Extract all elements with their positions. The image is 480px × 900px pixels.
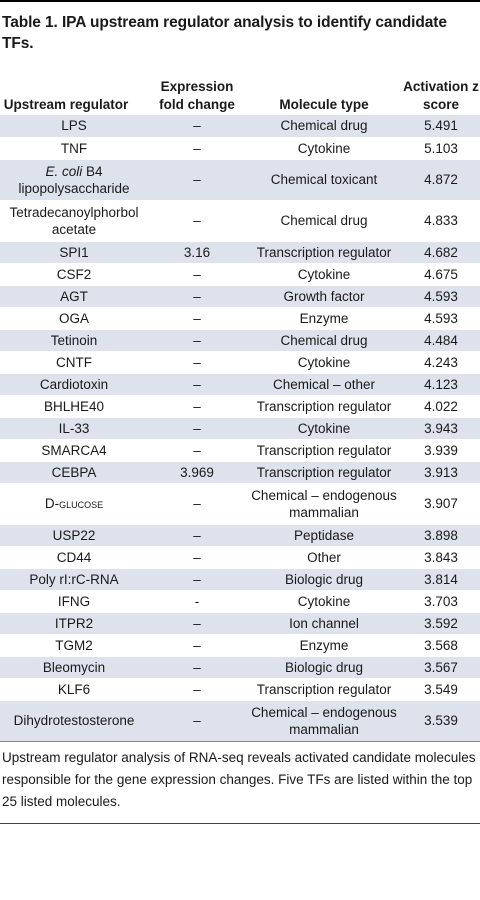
cell-z-score: 3.913 xyxy=(402,461,480,483)
cell-regulator: Bleomycin xyxy=(0,656,148,678)
cell-molecule-type: Other xyxy=(246,546,402,568)
cell-fold-change: – xyxy=(148,263,246,285)
cell-molecule-type: Biologic drug xyxy=(246,568,402,590)
cell-molecule-type: Transcription regulator xyxy=(246,395,402,417)
table-row xyxy=(0,241,480,263)
cell-z-score: 3.907 xyxy=(402,483,480,524)
table-row xyxy=(0,461,480,483)
table-title: Table 1. IPA upstream regulator analysis to identify candidate TFs. xyxy=(2,14,447,52)
cell-regulator: Poly rI:rC-RNA xyxy=(0,568,148,590)
cell-z-score: 4.123 xyxy=(402,373,480,395)
cell-z-score: 3.568 xyxy=(402,634,480,656)
cell-regulator: CSF2 xyxy=(0,263,148,285)
table-row xyxy=(0,115,480,137)
cell-z-score: 3.943 xyxy=(402,417,480,439)
header-activation-z-score: Activation z score xyxy=(403,79,479,112)
table-bottom-rule xyxy=(0,741,480,742)
cell-molecule-type: Chemical – endogenous mammalian xyxy=(246,700,402,741)
cell-fold-change: – xyxy=(148,285,246,307)
table-row xyxy=(0,373,480,395)
cell-molecule-type: Enzyme xyxy=(246,634,402,656)
cell-z-score: 3.592 xyxy=(402,612,480,634)
cell-molecule-type: Chemical toxicant xyxy=(246,159,402,200)
cell-molecule-type: Ion channel xyxy=(246,612,402,634)
cell-fold-change: – xyxy=(148,200,246,241)
table-row xyxy=(0,524,480,546)
cell-molecule-type: Biologic drug xyxy=(246,656,402,678)
cell-z-score: 4.675 xyxy=(402,263,480,285)
cell-regulator: E. coli B4 lipopolysaccharide xyxy=(0,159,148,200)
cell-fold-change: – xyxy=(148,546,246,568)
table-row xyxy=(0,329,480,351)
cell-fold-change: 3.16 xyxy=(148,241,246,263)
cell-z-score: 5.491 xyxy=(402,115,480,137)
cell-fold-change: - xyxy=(148,590,246,612)
cell-z-score: 4.682 xyxy=(402,241,480,263)
table-row xyxy=(0,285,480,307)
cell-regulator: BHLHE40 xyxy=(0,395,148,417)
cell-z-score: 3.539 xyxy=(402,700,480,741)
table-row xyxy=(0,439,480,461)
cell-regulator: LPS xyxy=(0,115,148,137)
regulator-table xyxy=(0,115,480,742)
table-row xyxy=(0,159,480,200)
cell-molecule-type: Transcription regulator xyxy=(246,678,402,700)
cell-z-score: 4.593 xyxy=(402,307,480,329)
cell-regulator: USP22 xyxy=(0,524,148,546)
cell-z-score: 4.022 xyxy=(402,395,480,417)
cell-z-score: 4.484 xyxy=(402,329,480,351)
cell-fold-change: – xyxy=(148,656,246,678)
table-row xyxy=(0,263,480,285)
cell-molecule-type: Cytokine xyxy=(246,417,402,439)
cell-z-score: 3.898 xyxy=(402,524,480,546)
header-upstream-regulator: Upstream regulator xyxy=(3,97,129,112)
cell-z-score: 3.703 xyxy=(402,590,480,612)
table-row xyxy=(0,678,480,700)
cell-regulator: CD44 xyxy=(0,546,148,568)
cell-z-score: 3.814 xyxy=(402,568,480,590)
cell-molecule-type: Transcription regulator xyxy=(246,461,402,483)
table-row xyxy=(0,656,480,678)
cell-fold-change: – xyxy=(148,524,246,546)
cell-fold-change: – xyxy=(148,439,246,461)
table-row xyxy=(0,395,480,417)
table-row xyxy=(0,612,480,634)
cell-regulator: Dihydrotestosterone xyxy=(0,700,148,741)
cell-regulator: TNF xyxy=(0,137,148,159)
table-row xyxy=(0,200,480,241)
cell-molecule-type: Chemical – other xyxy=(246,373,402,395)
table-row xyxy=(0,634,480,656)
cell-fold-change: – xyxy=(148,159,246,200)
cell-regulator: OGA xyxy=(0,307,148,329)
table-row xyxy=(0,417,480,439)
cell-fold-change: – xyxy=(148,351,246,373)
table-row xyxy=(0,568,480,590)
cell-regulator: CNTF xyxy=(0,351,148,373)
table-row xyxy=(0,700,480,741)
cell-fold-change: – xyxy=(148,612,246,634)
cell-regulator: IL-33 xyxy=(0,417,148,439)
cell-regulator: Tetradecanoylphorbol acetate xyxy=(0,200,148,241)
cell-z-score: 4.872 xyxy=(402,159,480,200)
table-row xyxy=(0,483,480,524)
cell-regulator: TGM2 xyxy=(0,634,148,656)
regulator-name-prefix: E. coli xyxy=(45,163,83,179)
cell-regulator: D-glucose xyxy=(0,483,148,524)
cell-fold-change: – xyxy=(148,634,246,656)
cell-fold-change: – xyxy=(148,417,246,439)
cell-z-score: 4.243 xyxy=(402,351,480,373)
cell-z-score: 4.593 xyxy=(402,285,480,307)
table-header xyxy=(0,74,480,116)
cell-regulator: Cardiotoxin xyxy=(0,373,148,395)
table-row xyxy=(0,137,480,159)
cell-molecule-type: Cytokine xyxy=(246,590,402,612)
header-molecule-type: Molecule type xyxy=(279,97,369,112)
cell-fold-change: 3.969 xyxy=(148,461,246,483)
cell-fold-change: – xyxy=(148,137,246,159)
cell-z-score: 5.103 xyxy=(402,137,480,159)
cell-regulator: SPI1 xyxy=(0,241,148,263)
cell-regulator: SMARCA4 xyxy=(0,439,148,461)
cell-molecule-type: Enzyme xyxy=(246,307,402,329)
cell-molecule-type: Chemical drug xyxy=(246,115,402,137)
cell-molecule-type: Transcription regulator xyxy=(246,439,402,461)
cell-regulator: ITPR2 xyxy=(0,612,148,634)
cell-z-score: 3.549 xyxy=(402,678,480,700)
cell-regulator: IFNG xyxy=(0,590,148,612)
cell-regulator: AGT xyxy=(0,285,148,307)
cell-z-score: 3.843 xyxy=(402,546,480,568)
cell-molecule-type: Peptidase xyxy=(246,524,402,546)
cell-z-score: 3.939 xyxy=(402,439,480,461)
table-row xyxy=(0,590,480,612)
cell-fold-change: – xyxy=(148,700,246,741)
cell-molecule-type: Growth factor xyxy=(246,285,402,307)
cell-z-score: 4.833 xyxy=(402,200,480,241)
cell-molecule-type: Cytokine xyxy=(246,137,402,159)
cell-z-score: 3.567 xyxy=(402,656,480,678)
cell-molecule-type: Cytokine xyxy=(246,351,402,373)
cell-regulator: Tetinoin xyxy=(0,329,148,351)
cell-molecule-type: Chemical drug xyxy=(246,329,402,351)
cell-fold-change: – xyxy=(148,329,246,351)
cell-fold-change: – xyxy=(148,395,246,417)
cell-fold-change: – xyxy=(148,568,246,590)
cell-fold-change: – xyxy=(148,483,246,524)
cell-molecule-type: Chemical – endogenous mammalian xyxy=(246,483,402,524)
cell-molecule-type: Chemical drug xyxy=(246,200,402,241)
table-row xyxy=(0,307,480,329)
table-footnote: Upstream regulator analysis of RNA-seq reveals activated candidate molecules responsible for the gene expression changes. Five TFs are listed within the top 25 listed molecules. xyxy=(2,750,476,809)
top-rule xyxy=(0,0,480,2)
table-row xyxy=(0,546,480,568)
table-row xyxy=(0,351,480,373)
cell-molecule-type: Transcription regulator xyxy=(246,241,402,263)
cell-regulator: CEBPA xyxy=(0,461,148,483)
cell-regulator: KLF6 xyxy=(0,678,148,700)
end-rule xyxy=(0,823,480,824)
cell-fold-change: – xyxy=(148,373,246,395)
cell-fold-change: – xyxy=(148,678,246,700)
header-expression-fold-change: Expression fold change xyxy=(159,79,235,112)
cell-fold-change: – xyxy=(148,115,246,137)
cell-fold-change: – xyxy=(148,307,246,329)
cell-molecule-type: Cytokine xyxy=(246,263,402,285)
